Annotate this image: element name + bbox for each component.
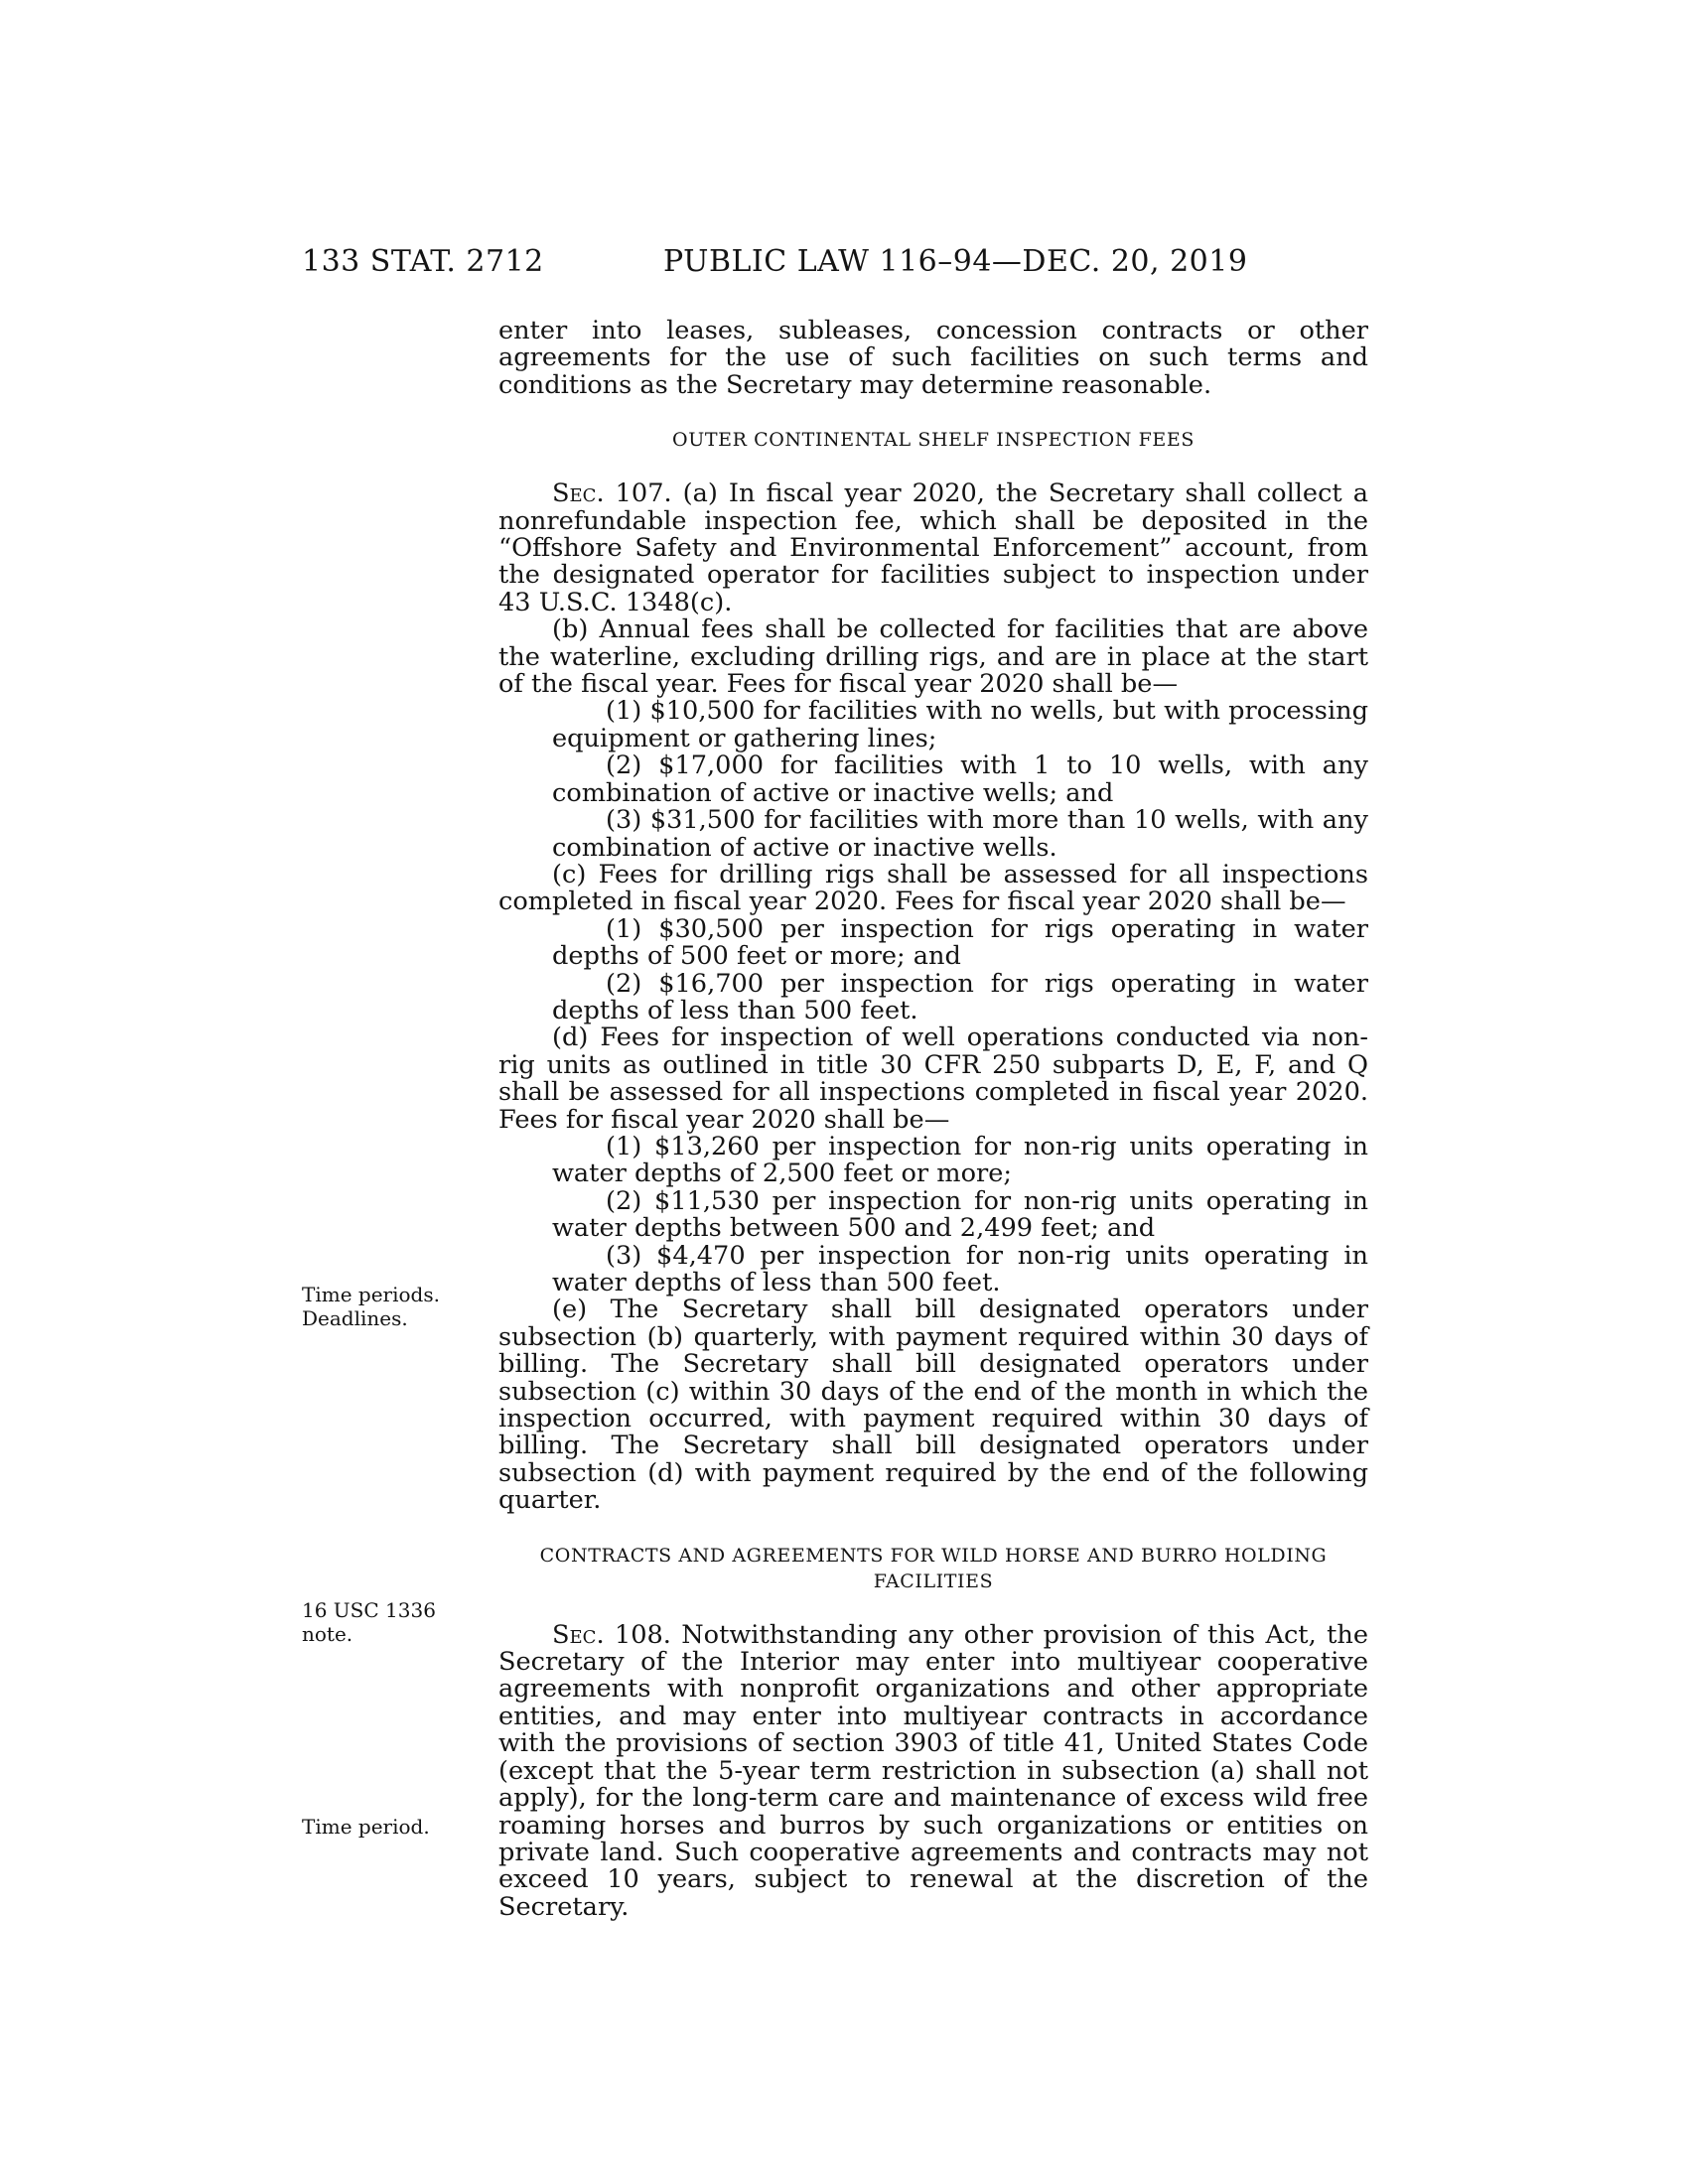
sec-107-subsection-d: (d) Fees for inspection of well operations conducted via non-rig units as outlined in title 30 CFR 250 subparts D, E, F, and Q shall be assessed for all inspections completed in fiscal year 2020. Fees for fiscal year 2020 shall be— (498, 1023, 1368, 1135)
sec-label: Sec. (552, 1619, 605, 1650)
sec-107-subsection-a: Sec. 107. (a) In fiscal year 2020, the Secretary shall collect a nonrefundable inspection fee, which shall be deposited in the “Offshore Safety and Environmental Enforcement” account, from the designated operator for facilities subject to inspection under 43 U.S.C. 1348(c). (498, 478, 1368, 617)
section-heading-108: CONTRACTS AND AGREEMENTS FOR WILD HORSE AND BURRO HOLDING FACILITIES (539, 1544, 1328, 1592)
public-law-title: PUBLIC LAW 116–94—DEC. 20, 2019 (663, 244, 1248, 279)
subsection-d-item-2: (2) $11,530 per inspection for non-rig units operating in water depths between 500 and 2,499 feet; and (552, 1185, 1368, 1244)
subsection-c-item-1: (1) $30,500 per inspection for rigs operating in water depths of 500 feet or more; and (552, 913, 1368, 972)
subsection-d-item-3: (3) $4,470 per inspection for non-rig units operating in water depths of less than 500 feet. (552, 1240, 1368, 1297)
subsection-c-item-2: (2) $16,700 per inspection for rigs operating in water depths of less than 500 feet. (552, 968, 1368, 1025)
subsection-b-item-2: (2) $17,000 for facilities with 1 to 10 wells, with any combination of active or inactive wells; and (552, 751, 1368, 808)
sec-108-paragraph: Sec. 108. Notwithstanding any other provision of this Act, the Secretary of the Interior may enter into multiyear cooperative agreements with nonprofit organizations and other appropriate entities, and may enter into multiyear contracts in accordance with the provisions of section 3903 of title 41, United States Code (except that the 5-year term restriction in subsection (a) shall not apply), for the long-term care and maintenance of excess wild free roaming horses and burros by such organizations or entities on private land. Such cooperative agreements and contracts may not exceed 10 years, subject to renewal at the discretion of the Secretary. (498, 1619, 1368, 1922)
subsection-b-item-1: (1) $10,500 for facilities with no wells, but with processing equipment or gathering lines; (552, 696, 1368, 753)
sec-label: Sec. (552, 478, 605, 509)
subsection-b-item-3: (3) $31,500 for facilities with more than 10 wells, with any combination of active or inactive wells. (552, 805, 1368, 863)
margin-note-time-period: Time period. (302, 1815, 430, 1839)
margin-note-usc: 16 USC 1336 note. (302, 1598, 436, 1646)
sec-107-subsection-b: (b) Annual fees shall be collected for facilities that are above the waterline, excluding drilling rigs, and are in place at the start of the fiscal year. Fees for fiscal year 2020 shall be— (498, 614, 1368, 700)
margin-note-time-periods: Time periods. Deadlines. (302, 1283, 440, 1330)
statute-page-number: 133 STAT. 2712 (302, 244, 544, 279)
sec-107-subsection-e: (e) The Secretary shall bill designated operators under subsection (b) quarterly, with payment required within 30 days of billing. The Secretary shall bill designated operators under subsection (c) within 30 days of the end of the month in which the inspection occurred, with payment required within 30 days of billing. The Secretary shall bill designated operators under subsection (d) with payment required by the end of the following quarter. (498, 1295, 1368, 1516)
continued-paragraph: enter into leases, subleases, concession contracts or other agreements for the use of such facilities on such terms and conditions as the Secretary may determine reasonable. (498, 316, 1368, 400)
sec-107-subsection-c: (c) Fees for drilling rigs shall be assessed for all inspections completed in fiscal year 2020. Fees for fiscal year 2020 shall be— (498, 859, 1368, 917)
document-body (498, 318, 1368, 1921)
page-header (0, 244, 1688, 284)
section-heading-107: OUTER CONTINENTAL SHELF INSPECTION FEES (672, 429, 1195, 452)
subsection-d-item-1: (1) $13,260 per inspection for non-rig units operating in water depths of 2,500 feet or more; (552, 1131, 1368, 1189)
